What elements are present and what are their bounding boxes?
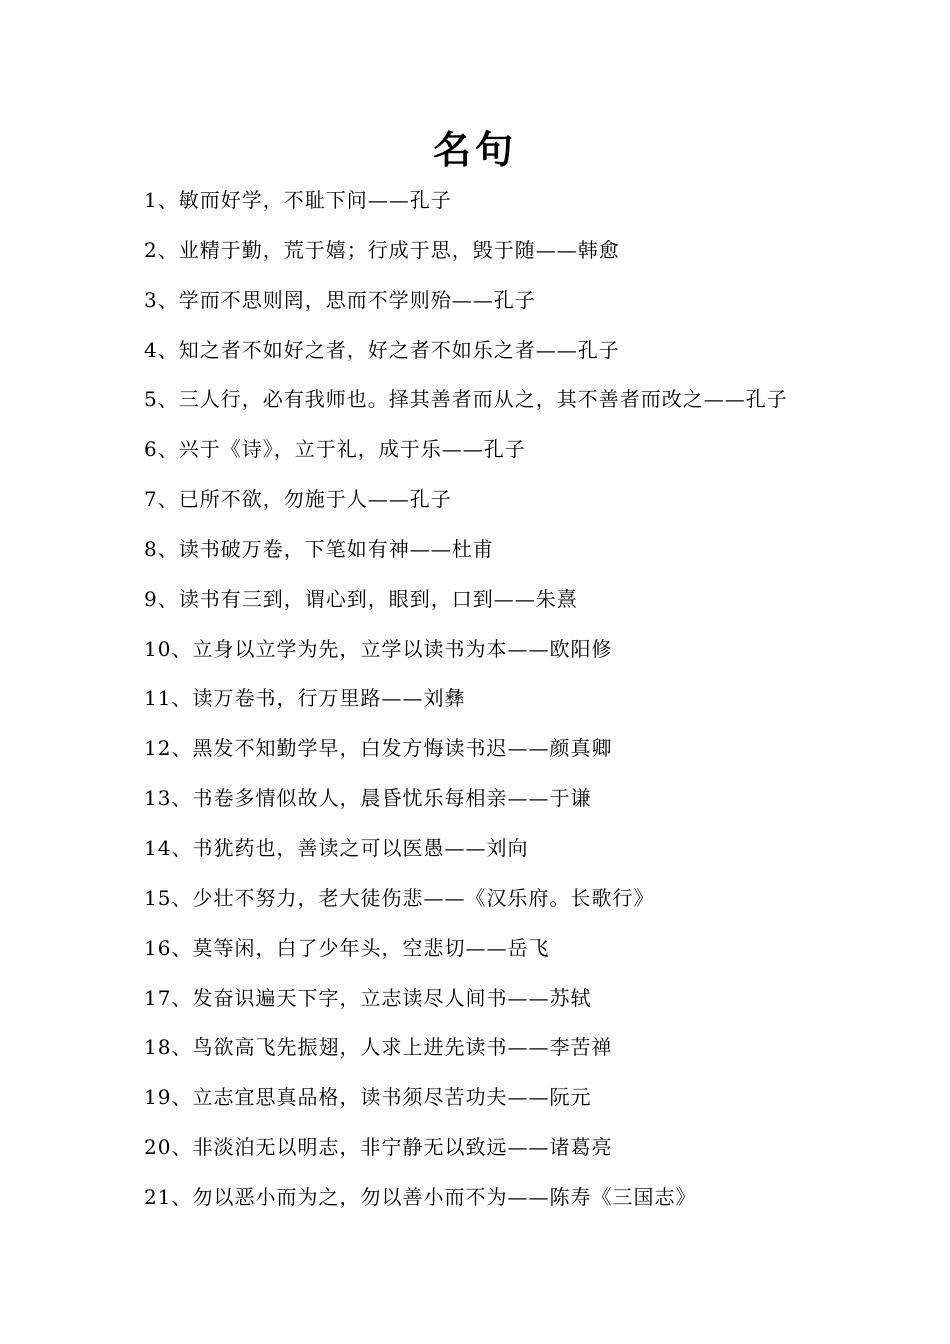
quote-item: 18、鸟欲高飞先振翅，人求上进先读书——李苦禅 (144, 1035, 613, 1060)
quote-item: 7、已所不欲，勿施于人——孔子 (144, 487, 452, 512)
quote-item: 10、立身以立学为先，立学以读书为本——欧阳修 (144, 636, 613, 661)
quote-item: 21、勿以恶小而为之，勿以善小而不为——陈寿《三国志》 (144, 1184, 697, 1209)
quote-item: 3、学而不思则罔，思而不学则殆——孔子 (144, 287, 536, 312)
quote-item: 15、少壮不努力，老大徒伤悲——《汉乐府。长歌行》 (144, 885, 655, 910)
quote-item: 8、读书破万卷，下笔如有神——杜甫 (144, 536, 494, 561)
quote-item: 11、读万卷书，行万里路——刘彝 (144, 686, 466, 711)
quote-item: 13、书卷多情似故人，晨昏忧乐每相亲——于谦 (144, 786, 592, 811)
quote-item: 9、读书有三到，谓心到，眼到，口到——朱熹 (144, 586, 578, 611)
quote-item: 12、黑发不知勤学早，白发方悔读书迟——颜真卿 (144, 736, 613, 761)
quote-item: 14、书犹药也，善读之可以医愚——刘向 (144, 835, 529, 860)
quote-item: 19、立志宜思真品格，读书须尽苦功夫——阮元 (144, 1085, 592, 1110)
quote-item: 16、莫等闲，白了少年头，空悲切——岳飞 (144, 935, 550, 960)
quote-list (144, 180, 934, 1227)
quote-item: 6、兴于《诗》，立于礼，成于乐——孔子 (144, 437, 526, 462)
quote-item: 20、非淡泊无以明志，非宁静无以致远——诸葛亮 (144, 1135, 613, 1160)
page-title: 名句 (432, 127, 517, 172)
quote-item: 17、发奋识遍天下字，立志读尽人间书——苏轼 (144, 985, 592, 1010)
quote-item: 1、敏而好学，不耻下问——孔子 (144, 188, 452, 212)
quote-item: 5、三人行，必有我师也。择其善者而从之，其不善者而改之——孔子 (144, 387, 788, 412)
quote-item: 2、业精于勤，荒于嬉；行成于思，毁于随——韩愈 (144, 237, 620, 262)
quote-item: 4、知之者不如好之者，好之者不如乐之者——孔子 (144, 337, 620, 362)
